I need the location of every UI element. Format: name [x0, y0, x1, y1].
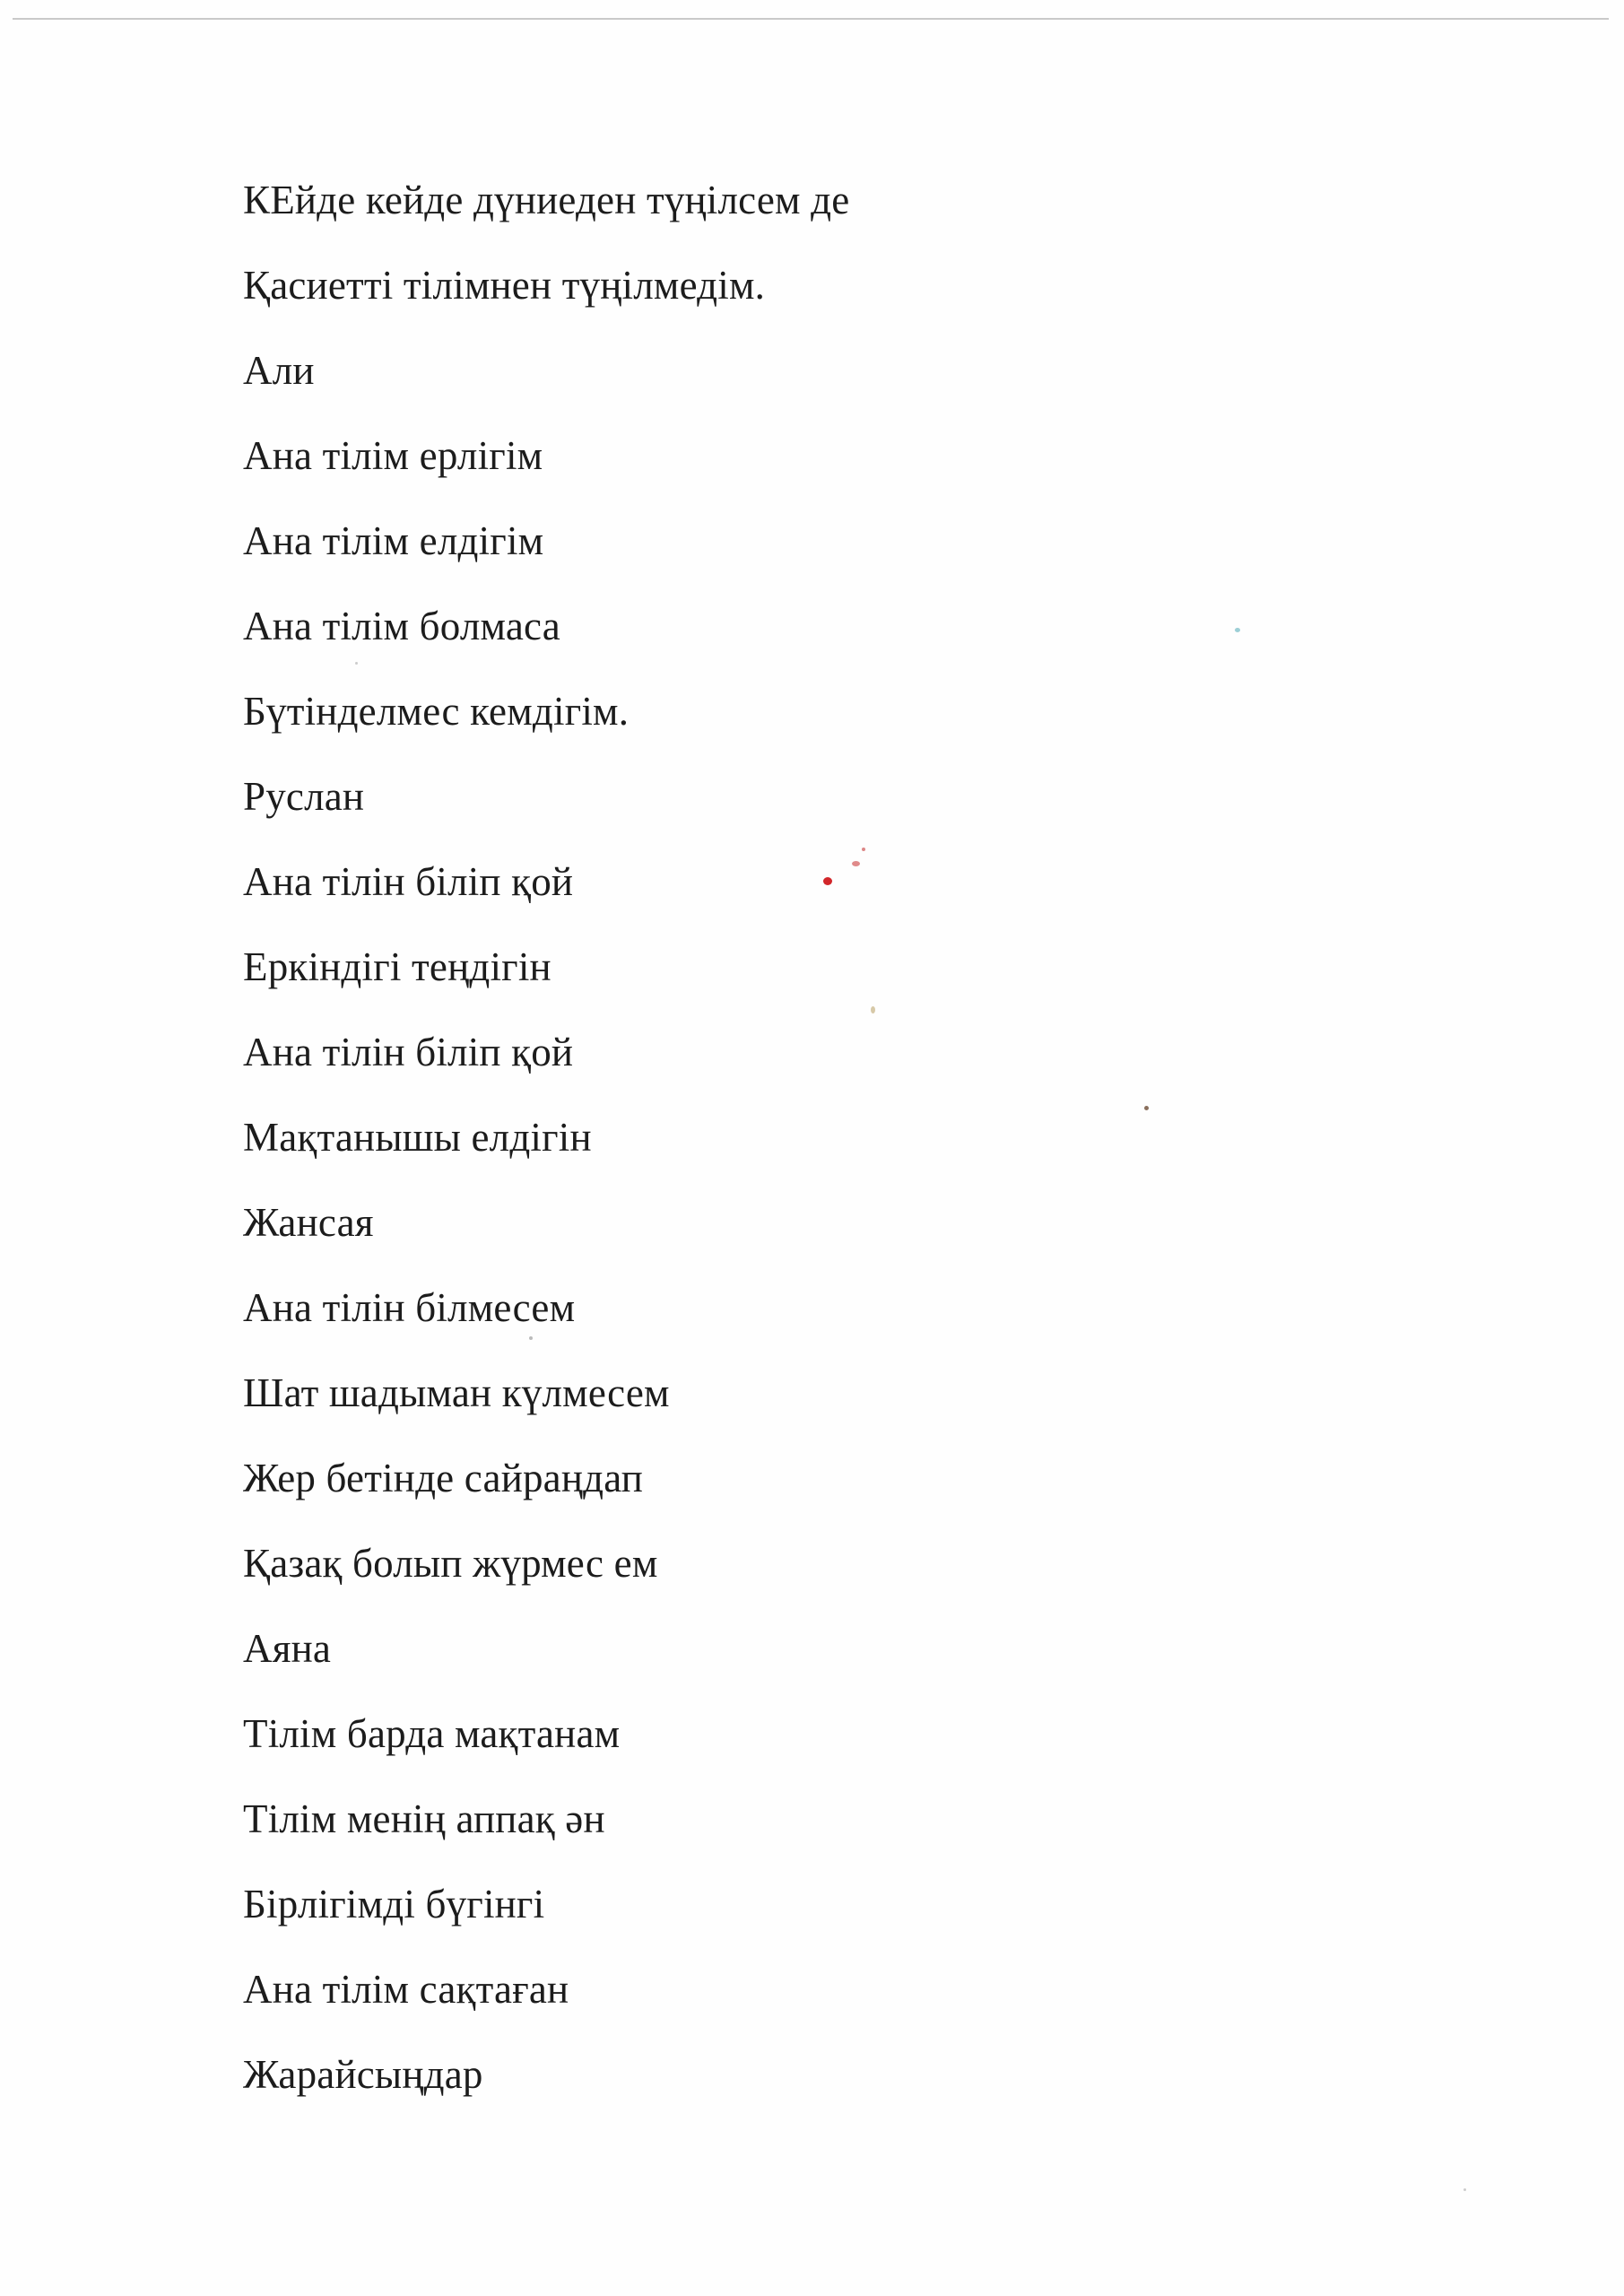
author-name: Руслан [243, 774, 365, 819]
poem-line: Бірлігімді бүгінгі [243, 1882, 545, 1926]
poem-line: Мақтанышы елдігін [243, 1115, 592, 1160]
poem-line: Қасиетті тілімнен түңілмедім. [243, 263, 766, 308]
ink-speck [823, 877, 832, 885]
poem-line: Еркіндігі теңдігін [243, 944, 551, 989]
author-name: Аяна [243, 1626, 332, 1671]
poem-line: Ана тілін біліп қой [243, 859, 574, 904]
poem-line: Жер бетінде сайраңдап [243, 1456, 644, 1500]
ink-speck [862, 848, 865, 851]
top-scan-edge [13, 18, 1609, 20]
poem-line: Тілім барда мақтанам [243, 1711, 621, 1756]
ink-speck [1463, 2188, 1466, 2191]
ink-speck [871, 1006, 875, 1013]
ink-speck [1235, 628, 1240, 632]
poem-line: Ана тілім елдігім [243, 518, 544, 563]
poem-line: Ана тілім болмаса [243, 604, 560, 648]
poem-line: Шат шадыман күлмесем [243, 1370, 670, 1415]
poem-line: Ана тілін біліп қой [243, 1030, 574, 1074]
poem-line: Ана тілім ерлігім [243, 433, 543, 478]
poem-line: Ана тілін білмесем [243, 1285, 576, 1330]
poem-line: Қазақ болып жүрмес ем [243, 1541, 658, 1586]
poem-line: Тілім менің аппақ ән [243, 1796, 605, 1841]
author-name: Али [243, 348, 315, 393]
poem-line: Жарайсыңдар [243, 2052, 483, 2097]
author-name: Жансая [243, 1200, 374, 1245]
ink-speck [529, 1336, 533, 1340]
poem-line: Бүтінделмес кемдігім. [243, 689, 630, 734]
ink-speck [852, 861, 860, 866]
poem-text [243, 176, 1409, 2135]
ink-speck [355, 662, 358, 665]
ink-speck [1144, 1106, 1149, 1110]
poem-line: КЕйде кейде дүниеден түңілсем де [243, 178, 850, 222]
poem-line: Ана тілім сақтаған [243, 1967, 569, 2012]
